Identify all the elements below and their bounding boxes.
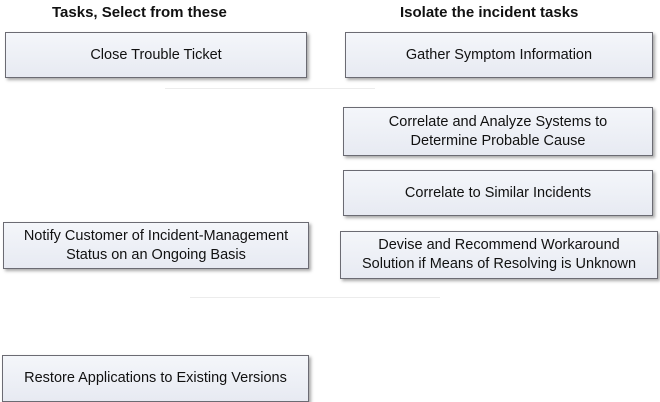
divider-line: [190, 297, 440, 298]
task-label: Status on an Ongoing Basis: [66, 246, 246, 263]
task-label: Determine Probable Cause: [410, 132, 586, 149]
target-task-gather-symptom-information[interactable]: [345, 32, 653, 78]
task-label: Restore Applications to Existing Versions: [24, 370, 287, 386]
task-label: Close Trouble Ticket: [90, 46, 222, 63]
task-label: Devise and Recommend Workaround: [378, 237, 620, 253]
task-label: Correlate and Analyze Systems to: [388, 113, 608, 130]
source-column-heading: Tasks, Select from these: [52, 4, 227, 21]
source-task-notify-customer[interactable]: [3, 222, 309, 269]
task-label: Solution if Means of Resolving is Unknown: [361, 256, 637, 272]
task-label: Gather Symptom Information: [405, 46, 593, 63]
target-column-heading: Isolate the incident tasks: [400, 4, 579, 21]
target-task-correlate-and-analyze[interactable]: [343, 107, 653, 156]
divider-line: [165, 88, 375, 89]
task-label: Correlate to Similar Incidents: [404, 184, 592, 201]
source-task-close-trouble-ticket[interactable]: [5, 32, 307, 78]
task-label: Notify Customer of Incident-Management: [23, 227, 289, 244]
target-task-devise-workaround[interactable]: [340, 231, 658, 279]
target-task-correlate-similar-incidents[interactable]: [343, 170, 653, 216]
source-task-restore-applications[interactable]: [2, 355, 309, 402]
